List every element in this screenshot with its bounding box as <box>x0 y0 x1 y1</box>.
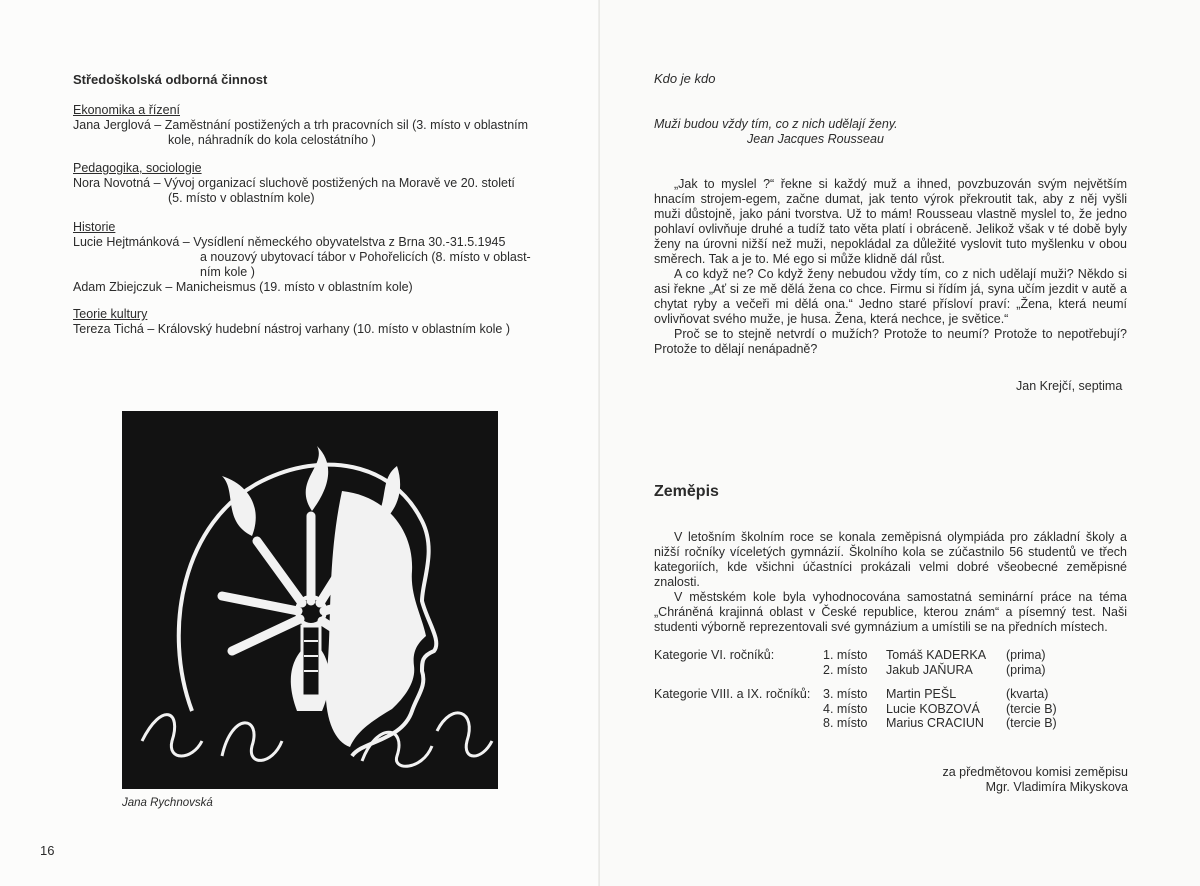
soc-section-teorie-kultury <box>73 307 573 337</box>
soc-section-pedagogika <box>73 161 573 206</box>
table-row <box>654 663 1061 678</box>
result-class: (tercie B) <box>1006 716 1057 730</box>
result-place: 4. místo <box>823 701 868 716</box>
category-label: Pedagogika, sociologie <box>73 161 202 175</box>
result-place: 8. místo <box>823 716 868 730</box>
result-name: Jakub JAŇURA <box>886 662 973 677</box>
result-category <box>654 663 823 678</box>
essay-paragraph: A co když ne? Co když ženy nebudou vždy tím, co z nich udělají muži? Někdo si asi řekne „Ať si ze mě dělá žena co chce. Firmu si řídím já, syna učím jezdit v autě a chytat ryby a večeři mi dělá ona.“ Jedno staré přísloví praví: „Žena, která neumí ovlivňovat svého muže, je husa. Žena, která nechce, je světice.“ <box>654 267 1127 326</box>
category-label: Teorie kultury <box>73 307 148 321</box>
entry-line: Tereza Tichá – Královský hudební nástroj varhany (10. místo v oblastním kole ) <box>73 322 511 336</box>
artwork-head-illustration <box>122 411 498 789</box>
essay-author: Jan Krejčí, septima <box>1016 379 1123 393</box>
category-label: Historie <box>73 220 116 234</box>
table-row <box>654 702 1061 717</box>
result-category: Kategorie VIII. a IX. ročníků: <box>654 687 811 701</box>
entry-line: ním kole ) <box>200 265 255 279</box>
result-class: (tercie B) <box>1006 701 1057 716</box>
signoff <box>930 765 1128 795</box>
result-class: (prima) <box>1006 648 1046 662</box>
zemepis-paragraph: V letošním školním roce se konala zeměpisná olympiáda pro základní školy a nižší ročníky víceletých gymnázií. Školního kola se zúčastnilo 56 studentů ve třech kategoriích, kde všichni účastníci prokázali velmi dobré všeobecné zeměpisné znalosti. <box>654 530 1127 589</box>
essay-body <box>654 177 1127 357</box>
soc-section-historie <box>73 220 573 295</box>
result-place: 2. místo <box>823 662 868 677</box>
result-name: Tomáš KADERKA <box>886 648 987 662</box>
right-page <box>600 0 1200 886</box>
table-row <box>654 716 1061 731</box>
entry-line: Lucie Hejtmánková – Vysídlení německého obyvatelstva z Brna 30.-31.5.1945 <box>73 235 506 249</box>
signoff-line: Mgr. Vladimíra Mikyskova <box>985 780 1128 794</box>
entry-line: Nora Novotná – Vývoj organizací sluchově postižených na Moravě ve 20. století <box>73 176 515 190</box>
essay-paragraph: „Jak to myslel ?“ řekne si každý muž a ihned, povzbuzován svým největším hnacím strojem-egem, začne dumat, jak tento výrok překroutit tak, aby z něj vyšli muži důstojně, jako páni tvorstva. Už to mám! Rousseau vlastně myslel to, že jedno pohlaví ovlivňuje druhé a tudíž tato věta platí i obráceně. Jelikož však v té době byly ženy na úrovni nižší než muži, nepokládal za důležité vyslovit tuto myšlenku v obou směrech. Tak a je to. Mé ego si může klidně dál růst. <box>654 177 1127 266</box>
result-category <box>654 716 823 731</box>
result-place: 1. místo <box>823 648 868 662</box>
entry-line: Adam Zbiejczuk – Manicheismus (19. místo v oblastním kole) <box>73 280 413 294</box>
soc-section-ekonomika <box>73 103 573 148</box>
entry-line: a nouzový ubytovací tábor v Pohořelicích (8. místo v oblast- <box>200 250 531 264</box>
zemepis-body <box>654 530 1127 635</box>
result-name: Martin PEŠL <box>886 687 957 701</box>
table-row <box>654 687 1061 702</box>
zemepis-paragraph: V městském kole byla vyhodnocována samostatná seminární práce na téma „Chráněná krajinná oblast v České republice, kterou znám“ a písemný test. Naši studenti výborně reprezentovali své gymnázium a umístili se na předních místech. <box>654 590 1127 634</box>
result-category: Kategorie VI. ročníků: <box>654 648 775 662</box>
category-label: Ekonomika a řízení <box>73 103 180 117</box>
entry-line: kole, náhradník do kola celostátního ) <box>168 133 376 147</box>
essay-paragraph: Proč se to stejně netvrdí o mužích? Protože to neumí? Protože to nepotřebují? Protože to dělají nenápadně? <box>654 327 1127 356</box>
result-category <box>654 702 823 717</box>
head-artwork-icon <box>122 411 498 789</box>
result-place: 3. místo <box>823 687 868 701</box>
signoff-line: za předmětovou komisi zeměpisu <box>942 765 1128 779</box>
page-number: 16 <box>40 843 55 858</box>
section-heading-kdo-je-kdo: Kdo je kdo <box>654 71 716 86</box>
quote <box>654 117 1074 147</box>
results-table <box>654 648 1061 731</box>
entry-line: (5. místo v oblastním kole) <box>168 191 315 205</box>
table-row <box>654 648 1061 663</box>
result-name: Marius CRACIUN <box>886 716 984 730</box>
quote-author: Jean Jacques Rousseau <box>747 132 884 146</box>
quote-text: Muži budou vždy tím, co z nich udělají ženy. <box>654 117 898 131</box>
section-heading-zemepis: Zeměpis <box>654 483 719 500</box>
artwork-caption: Jana Rychnovská <box>122 797 213 809</box>
section-heading: Středoškolská odborná činnost <box>73 72 268 87</box>
entry-line: Jana Jerglová – Zaměstnání postižených a trh pracovních sil (3. místo v oblastním <box>73 118 529 132</box>
result-class: (prima) <box>1006 662 1046 677</box>
result-class: (kvarta) <box>1006 687 1049 701</box>
result-name: Lucie KOBZOVÁ <box>886 701 980 716</box>
